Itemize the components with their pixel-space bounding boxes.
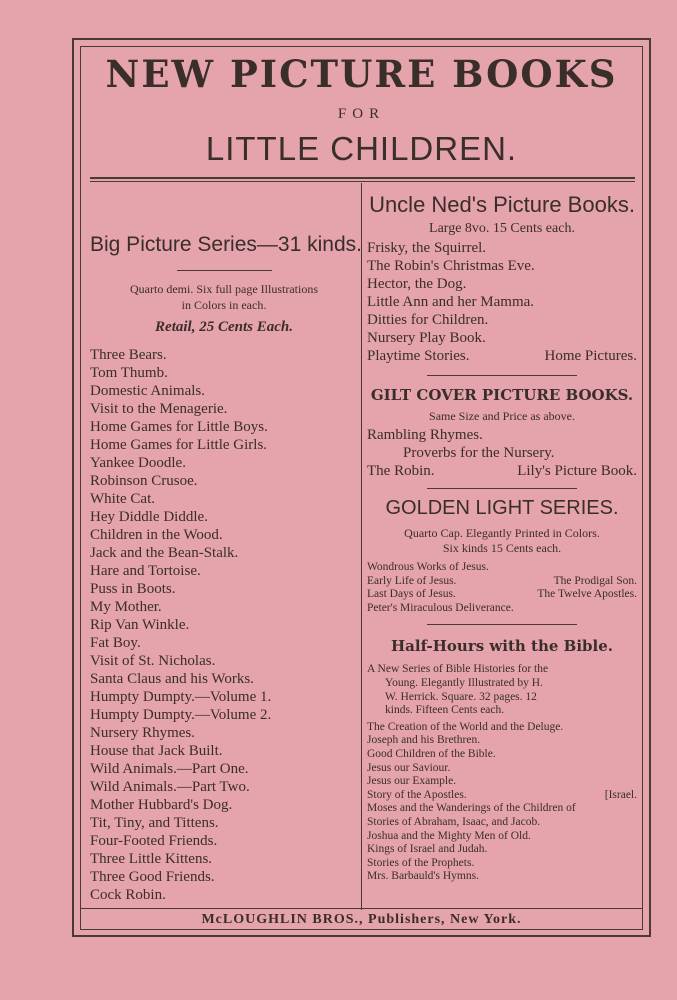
column-divider — [361, 183, 362, 910]
golden-light-section — [367, 497, 637, 615]
footer-rule — [80, 908, 643, 909]
intro-line: W. Herrick. Square. 32 pages. 12 — [385, 690, 537, 703]
list-item: Nursery Play Book. — [367, 330, 486, 346]
list-item: Domestic Animals. — [90, 383, 205, 399]
right-column — [367, 192, 637, 884]
intro-line: Young. Elegantly Illustrated by H. — [385, 676, 543, 689]
divider — [427, 624, 577, 625]
list-item: Moses and the Wanderings of the Children of — [367, 802, 576, 815]
list-item: Tit, Tiny, and Tittens. — [90, 815, 219, 831]
title-text: Early Life of Jesus. — [367, 574, 457, 587]
description-line: Quarto demi. Six full page Illustrations — [130, 282, 318, 296]
page-title: NEW PICTURE BOOKS — [105, 52, 618, 96]
list-item: Kings of Israel and Judah. — [367, 843, 488, 856]
list-item: Ditties for Children. — [367, 312, 489, 328]
section-sub: Six kinds 15 Cents each. — [442, 541, 562, 555]
list-item: Little Ann and her Mamma. — [367, 294, 535, 310]
list-item: House that Jack Built. — [90, 743, 223, 759]
list-item: Mother Hubbard's Dog. — [90, 797, 233, 813]
header-rule — [90, 177, 635, 179]
section-sub: Quarto Cap. Elegantly Printed in Colors. — [404, 526, 600, 540]
title-list — [367, 426, 637, 480]
section-heading: Big Picture Series—31 kinds. — [90, 233, 362, 256]
list-item: Fat Boy. — [90, 635, 141, 651]
title-text: Last Days of Jesus. — [367, 588, 456, 601]
list-item: Humpty Dumpty.—Volume 1. — [90, 689, 272, 705]
list-item: Hare and Tortoise. — [90, 563, 201, 579]
section-heading: Half-Hours with the Bible. — [391, 637, 613, 656]
list-item: Peter's Miraculous Deliverance. — [367, 601, 514, 614]
big-picture-series — [90, 233, 362, 904]
list-item: Wild Animals.—Part Two. — [90, 779, 250, 795]
half-hours-section — [367, 637, 637, 884]
list-item: The Creation of the World and the Deluge. — [367, 720, 564, 733]
list-item: Wild Animals.—Part One. — [90, 761, 249, 777]
uncle-ned-section — [367, 192, 637, 365]
list-item: Three Little Kittens. — [90, 851, 213, 867]
list-item: Jesus our Saviour. — [367, 761, 451, 774]
list-item: Wondrous Works of Jesus. — [367, 561, 489, 573]
list-item — [367, 462, 637, 480]
list-item: Visit to the Menagerie. — [90, 401, 228, 417]
list-item: Stories of Abraham, Isaac, and Jacob. — [367, 815, 541, 828]
list-item: White Cat. — [90, 491, 155, 507]
list-item: Cock Robin. — [90, 887, 166, 903]
divider — [427, 488, 577, 489]
list-item — [367, 347, 637, 365]
title-text: Playtime Stories. — [367, 348, 470, 364]
divider — [177, 270, 272, 271]
title-list — [367, 721, 637, 884]
title-text: [Israel. — [604, 788, 637, 801]
list-item: Rambling Rhymes. — [367, 427, 483, 443]
list-item: Visit of St. Nicholas. — [90, 653, 216, 669]
list-item: Home Games for Little Boys. — [90, 419, 268, 435]
gilt-cover-section — [367, 386, 637, 480]
list-item: The Robin's Christmas Eve. — [367, 258, 535, 274]
list-item: Rip Van Winkle. — [90, 617, 190, 633]
title-for: FOR — [337, 106, 386, 122]
list-item — [367, 575, 637, 589]
divider — [427, 375, 577, 376]
list-item: Stories of the Prophets. — [367, 856, 475, 869]
section-sub: Same Size and Price as above. — [429, 409, 575, 423]
intro — [367, 663, 637, 717]
list-item: Hey Diddle Diddle. — [90, 509, 208, 525]
list-item: Puss in Boots. — [90, 581, 176, 597]
section-heading: GILT COVER PICTURE BOOKS. — [370, 386, 634, 404]
title-text: The Robin. — [367, 463, 435, 479]
list-item: Tom Thumb. — [90, 365, 168, 381]
list-item: My Mother. — [90, 599, 162, 615]
list-item — [367, 588, 637, 602]
list-item: Four-Footed Friends. — [90, 833, 218, 849]
list-item: Nursery Rhymes. — [90, 725, 195, 741]
list-item: Children in the Wood. — [90, 527, 223, 543]
header-rule-thin — [90, 181, 635, 182]
title-list — [90, 346, 358, 904]
list-item: Jesus our Example. — [367, 775, 457, 788]
section-heading: Uncle Ned's Picture Books. — [369, 192, 635, 217]
title-text: Lily's Picture Book. — [517, 463, 637, 479]
publisher-footer: McLOUGHLIN BROS., Publishers, New York. — [201, 912, 522, 927]
title-text: Story of the Apostles. — [367, 788, 467, 801]
list-item: Hector, the Dog. — [367, 276, 467, 292]
list-item: Joshua and the Mighty Men of Old. — [367, 829, 531, 842]
list-item: Robinson Crusoe. — [90, 473, 198, 489]
list-item: Joseph and his Brethren. — [367, 734, 481, 747]
section-sub: Large 8vo. 15 Cents each. — [429, 221, 575, 236]
list-item: Mrs. Barbauld's Hymns. — [367, 870, 479, 883]
title-text: Home Pictures. — [544, 348, 637, 364]
list-item: Yankee Doodle. — [90, 455, 186, 471]
list-item: Good Children of the Bible. — [367, 747, 496, 760]
list-item: Santa Claus and his Works. — [90, 671, 254, 687]
title-list — [367, 561, 637, 615]
list-item: Frisky, the Squirrel. — [367, 240, 487, 256]
description-line: in Colors in each. — [181, 298, 267, 312]
list-item: Three Bears. — [90, 347, 167, 363]
list-item: Home Games for Little Girls. — [90, 437, 268, 453]
list-item: Proverbs for the Nursery. — [403, 445, 555, 461]
title-list — [367, 239, 637, 365]
list-item: Three Good Friends. — [90, 869, 215, 885]
list-item: Jack and the Bean-Stalk. — [90, 545, 239, 561]
price-line: Retail, 25 Cents Each. — [155, 319, 293, 335]
list-item: Humpty Dumpty.—Volume 2. — [90, 707, 272, 723]
intro-line: A New Series of Bible Histories for the — [367, 663, 549, 676]
intro-line: kinds. Fifteen Cents each. — [385, 704, 505, 717]
description — [90, 281, 358, 313]
page-subtitle: LITTLE CHILDREN. — [205, 130, 518, 167]
title-text: The Twelve Apostles. — [537, 588, 637, 601]
list-item — [367, 789, 637, 803]
title-text: The Prodigal Son. — [553, 574, 637, 587]
section-heading: GOLDEN LIGHT SERIES. — [385, 497, 619, 519]
